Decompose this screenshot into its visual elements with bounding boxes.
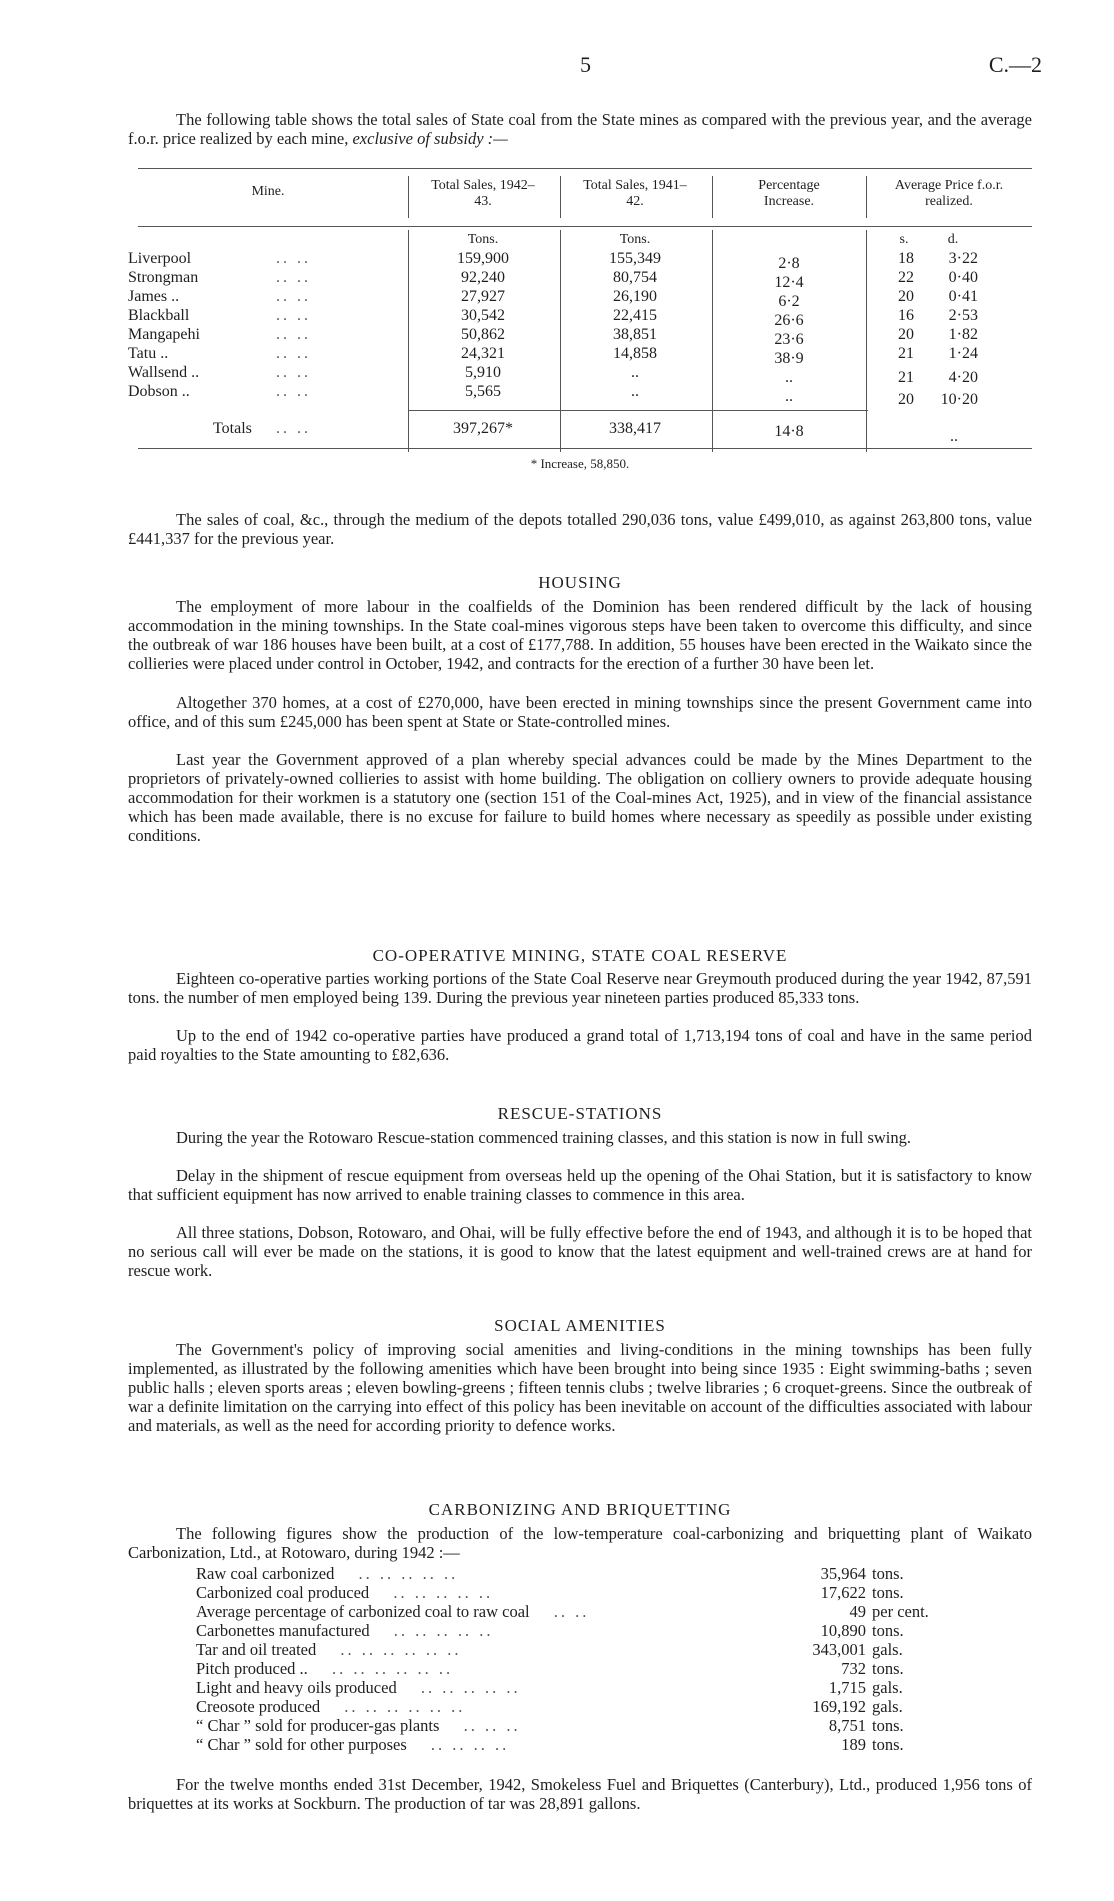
unit-tons-1942: Tons. <box>619 232 651 247</box>
header-average-price: Average Price f.o.r. realized. <box>894 178 1004 209</box>
housing-heading: HOUSING <box>538 573 622 592</box>
rescue-heading: RESCUE-STATIONS <box>497 1104 663 1123</box>
report-reference: C.—2 <box>988 52 1042 77</box>
header-sales-1943: Total Sales, 1942–43. <box>431 178 535 209</box>
table-row: James .. .. .. 27,927 26,190 6·2 20 0·41 <box>128 288 978 310</box>
totals-rule <box>408 410 868 411</box>
sales-intro-text: The following table shows the total sales of State coal from the State mines as compared with the previous year, and the average f.o.r. price realized by each mine, <box>128 110 1032 148</box>
social-heading: SOCIAL AMENITIES <box>494 1316 666 1335</box>
unit-tons-1943: Tons. <box>467 232 499 247</box>
list-item: “ Char ” sold for other purposes .. .. .. .. 189 tons. <box>196 1735 904 1754</box>
list-item: Pitch produced .. .. .. .. .. .. .. 732 tons. <box>196 1659 904 1678</box>
carbonizing-list <box>196 1564 956 1754</box>
carbonizing-intro: The following figures show the production of the low-temperature coal-carbonizing and briquetting plant of Waikato Carbonization, Ltd., at Rotowaro, during 1942 :— <box>128 1524 1032 1562</box>
table-row: Strongman .. .. 92,240 80,754 12·4 22 0·40 <box>128 269 978 291</box>
housing-paragraph-3: Last year the Government approved of a plan whereby special advances could be made by the Mines Department to the proprietors of privately-owned collieries to assist with home building. The obligation on colliery owners to provide adequate housing accommodation for their workmen is a statutory one (section 151 of the Coal-mines Act, 1925), and in view of the financial assistance which has been made available, there is no excuse for failure to build homes where necessary as speedily as possible under existing conditions. <box>128 750 1032 845</box>
list-item: Light and heavy oils produced .. .. .. .. .. 1,715 gals. <box>196 1678 903 1697</box>
table-footnote: * Increase, 58,850. <box>530 456 630 471</box>
page-header <box>0 52 1114 82</box>
header-percentage: Percentage Increase. <box>758 178 820 209</box>
depots-paragraph: The sales of coal, &c., through the medium of the depots totalled 290,036 tons, value £499,010, as against 263,800 tons, value £441,337 for the previous year. <box>128 510 1032 548</box>
header-sales-1942: Total Sales, 1941–42. <box>583 178 687 209</box>
table-bottom-rule <box>138 448 1032 449</box>
table-row: Dobson .. .. .. 5,565 .. .. 20 10·20 <box>128 383 978 408</box>
housing-paragraph-2: Altogether 370 homes, at a cost of £270,000, have been erected in mining townships since the present Government came into office, and of this sum £245,000 has been spent at State or State-controlled mines. <box>128 693 1032 731</box>
table-row: Mangapehi .. .. 50,862 38,851 23·6 20 1·82 <box>128 326 978 348</box>
social-paragraph: The Government's policy of improving social amenities and living-conditions in the mining townships has been fully implemented, as illustrated by the following amenities which have been brought into being since 1935 : Eight swimming-baths ; seven public halls ; eleven sports areas ; eleven bowling-greens ; fifteen tennis clubs ; twelve libraries ; 6 croquet-greens. Since the outbreak of war a definite limitation on the carrying into effect of this policy has been inevitable on account of the difficulties associated with labour and materials, as well as the need for according priority to defence works. <box>128 1340 1032 1435</box>
list-item: Average percentage of carbonized coal to raw coal .. .. 49 per cent. <box>196 1602 929 1621</box>
closing-paragraph: For the twelve months ended 31st December, 1942, Smokeless Fuel and Briquettes (Canterbury), Ltd., produced 1,956 tons of briquettes at its works at Sockburn. The production of tar was 28,891 gallons. <box>128 1775 1032 1813</box>
sales-table <box>128 168 1032 488</box>
list-item: Creosote produced .. .. .. .. .. .. 169,192 gals. <box>196 1697 903 1716</box>
housing-paragraph-1: The employment of more labour in the coalfields of the Dominion has been rendered difficult by the lack of housing accommodation in the mining townships. In the State coal-mines vigorous steps have been taken to overcome this difficulty, and since the outbreak of war 186 houses have been built, at a cost of £177,788. In addition, 55 houses have been erected in the Waikato since the collieries were placed under control in October, 1942, and contracts for the erection of a further 30 have been let. <box>128 597 1032 673</box>
list-item: Tar and oil treated .. .. .. .. .. .. 343,001 gals. <box>196 1640 903 1659</box>
table-row: Liverpool .. .. 159,900 155,349 2·8 18 3·22 <box>128 250 978 272</box>
page-number: 5 <box>580 52 591 77</box>
table-top-rule <box>138 168 1032 169</box>
list-item: Carbonettes manufactured .. .. .. .. .. 10,890 tons. <box>196 1621 904 1640</box>
table-row: Tatu .. .. .. 24,321 14,858 38·9 21 1·24 <box>128 345 978 367</box>
table-totals-row: Totals .. .. 397,267* 338,417 14·8 .. <box>213 420 958 445</box>
table-row: Blackball .. .. 30,542 22,415 26·6 16 2·53 <box>128 307 978 329</box>
cooperative-paragraph-1: Eighteen co-operative parties working portions of the State Coal Reserve near Greymouth produced during the year 1942, 87,591 tons. the number of men employed being 139. During the previous year nineteen parties produced 85,333 tons. <box>128 969 1032 1007</box>
rescue-paragraph-3: All three stations, Dobson, Rotowaro, and Ohai, will be fully effective before the end of 1943, and although it is to be hoped that no serious call will ever be made on the stations, it is good to know that the latest equipment and well-trained crews are at hand for rescue work. <box>128 1223 1032 1280</box>
list-item: “ Char ” sold for producer-gas plants .. .. .. 8,751 tons. <box>196 1716 904 1735</box>
unit-shillings: s. <box>899 232 909 247</box>
rescue-paragraph-1: During the year the Rotowaro Rescue-station commenced training classes, and this station is now in full swing. <box>176 1128 912 1147</box>
cooperative-heading: CO-OPERATIVE MINING, STATE COAL RESERVE <box>372 946 788 965</box>
list-item: Carbonized coal produced .. .. .. .. .. 17,622 tons. <box>196 1583 904 1602</box>
sales-intro-italic: exclusive of subsidy :— <box>352 129 508 148</box>
table-header-rule <box>138 226 1032 227</box>
list-item: Raw coal carbonized .. .. .. .. .. 35,964 tons. <box>196 1564 904 1583</box>
unit-pence: d. <box>947 232 959 247</box>
sales-intro-paragraph <box>128 110 1032 148</box>
cooperative-paragraph-2: Up to the end of 1942 co-operative parties have produced a grand total of 1,713,194 tons of coal and have in the same period paid royalties to the State amounting to £82,636. <box>128 1026 1032 1064</box>
table-row: Wallsend .. .. .. 5,910 .. .. 21 4·20 <box>128 364 978 386</box>
rescue-paragraph-2: Delay in the shipment of rescue equipment from overseas held up the opening of the Ohai Station, but it is satisfactory to know that sufficient equipment has now arrived to enable training classes to commence in this area. <box>128 1166 1032 1204</box>
carbonizing-heading: CARBONIZING AND BRIQUETTING <box>428 1500 732 1519</box>
header-mine: Mine. <box>251 184 285 199</box>
